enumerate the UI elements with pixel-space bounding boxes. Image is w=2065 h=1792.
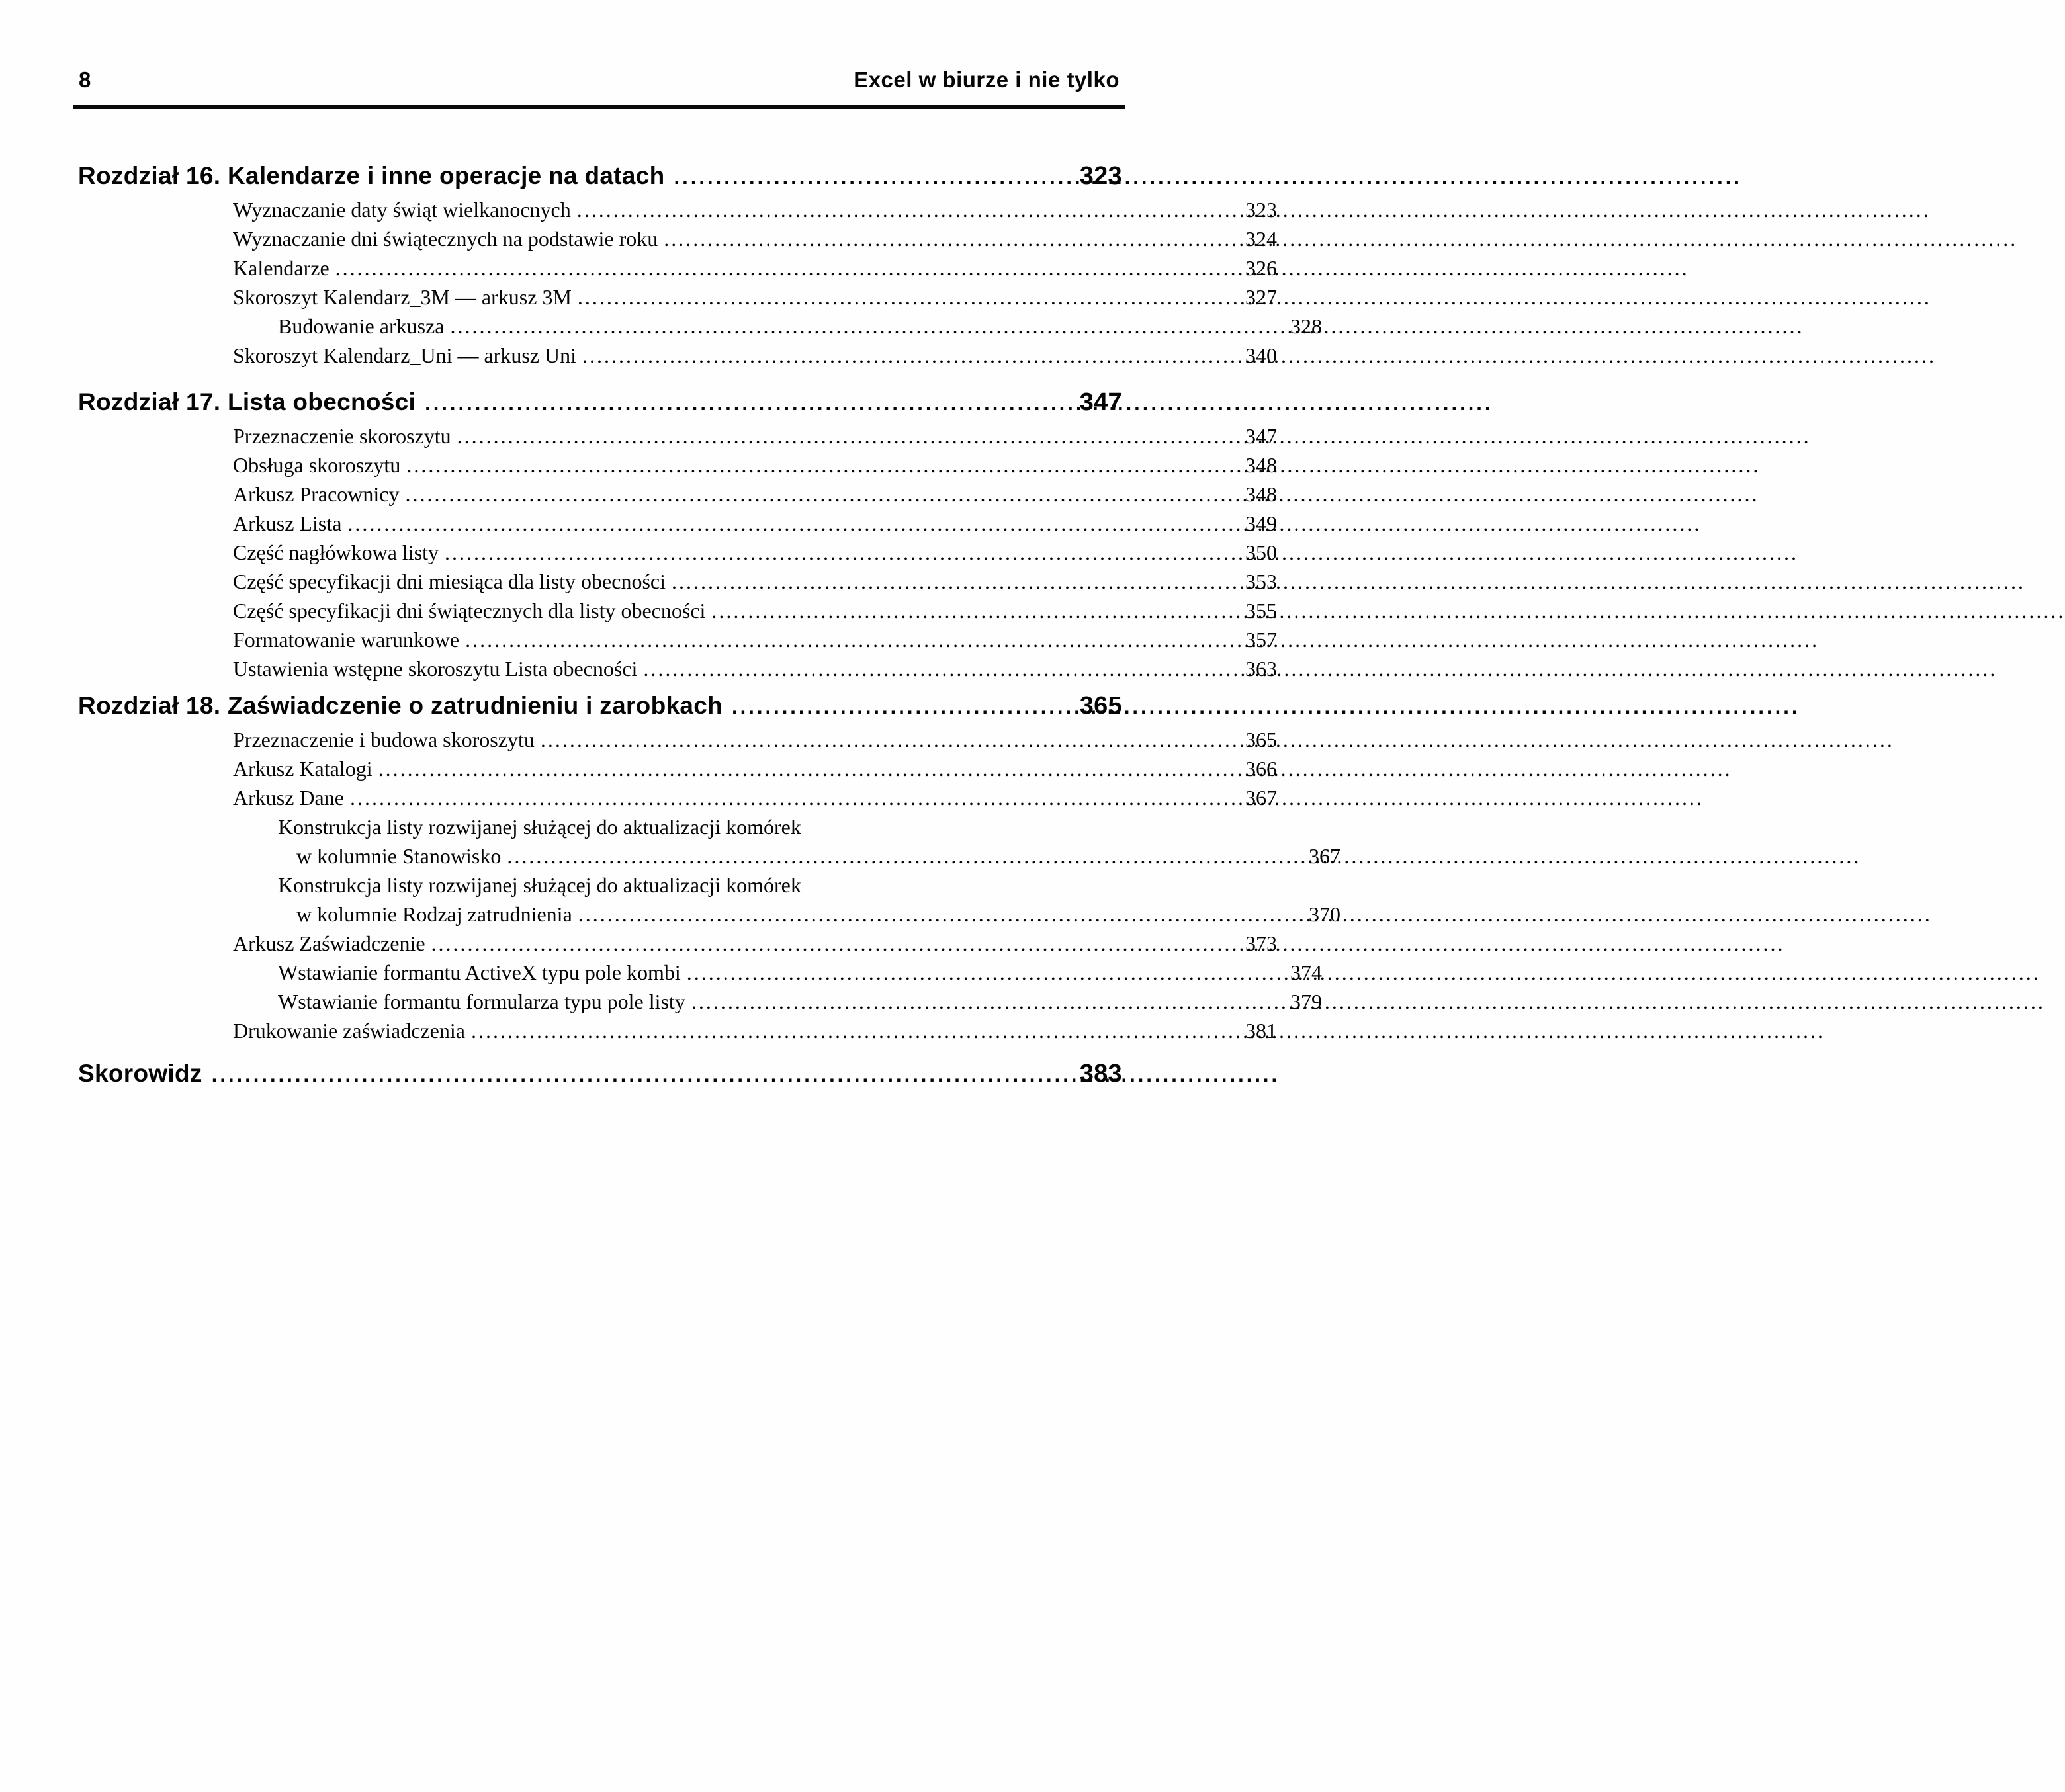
chapter-title: Rozdział 18. Zaświadczenie o zatrudnieniu i zarobkach xyxy=(78,692,723,719)
header-book-title: Excel w biurze i nie tylko xyxy=(854,67,1120,92)
chapter-18 xyxy=(78,691,1340,1045)
dot-leader xyxy=(664,224,1237,253)
dot-leader xyxy=(212,1058,1072,1090)
toc-entry xyxy=(78,596,1277,625)
dot-leader xyxy=(335,253,1237,282)
toc-entry xyxy=(78,900,1340,929)
toc-entry xyxy=(78,958,1322,987)
header-page-number: 8 xyxy=(79,67,91,92)
index-heading xyxy=(78,1058,1122,1090)
toc-entry xyxy=(78,841,1340,871)
toc-entry-label: Obsługa skoroszytu xyxy=(233,453,401,477)
toc-entry-page: 327 xyxy=(1245,285,1277,309)
dot-leader xyxy=(578,282,1237,312)
dot-leader xyxy=(471,1016,1237,1045)
dot-leader xyxy=(425,387,1072,419)
dot-leader xyxy=(672,567,1237,596)
toc-entry-label: Przeznaczenie skoroszytu xyxy=(233,424,451,448)
toc-entry xyxy=(78,312,1322,341)
dot-leader xyxy=(711,596,1237,625)
toc-entry xyxy=(78,871,1322,900)
toc-entry-page: 326 xyxy=(1245,256,1277,280)
dot-leader xyxy=(507,841,1301,871)
dot-leader xyxy=(577,195,1237,224)
chapter-page-number: 347 xyxy=(1079,388,1122,416)
chapter-title: Rozdział 16. Kalendarze i inne operacje na datach xyxy=(78,162,665,189)
toc-entry-label: Drukowanie zaświadczenia xyxy=(233,1019,465,1043)
toc-entry-label: Część specyfikacji dni miesiąca dla listy obecności xyxy=(233,570,666,593)
toc-entry-label: Wstawianie formantu formularza typu pole listy xyxy=(278,990,685,1013)
toc-entry xyxy=(78,625,1277,654)
toc-entry xyxy=(78,195,1277,224)
toc-entry xyxy=(78,224,1277,253)
toc-entry-page: 347 xyxy=(1245,424,1277,448)
toc-entry-page: 340 xyxy=(1245,343,1277,367)
toc-entry xyxy=(78,421,1277,450)
dot-leader xyxy=(578,900,1301,929)
toc-entry-label: Formatowanie warunkowe xyxy=(233,628,460,652)
toc-entry-page: 379 xyxy=(1290,990,1322,1013)
chapter-heading xyxy=(78,161,1122,192)
toc-entry xyxy=(78,725,1277,754)
toc-entry-label: Część nagłówkowa listy xyxy=(233,540,439,564)
chapter-16 xyxy=(78,161,1322,370)
toc-entry-label: Budowanie arkusza xyxy=(278,314,445,338)
toc-entry-page: 349 xyxy=(1245,511,1277,535)
toc-entry-page: 357 xyxy=(1245,628,1277,652)
dot-leader xyxy=(350,783,1237,812)
toc-entry-page: 374 xyxy=(1290,960,1322,984)
toc-entry-page: 348 xyxy=(1245,453,1277,477)
toc-entry-label: Część specyfikacji dni świątecznych dla listy obecności xyxy=(233,599,706,622)
chapter-title: Rozdział 17. Lista obecności xyxy=(78,388,416,415)
toc-entry xyxy=(78,282,1277,312)
dot-leader xyxy=(691,987,1282,1016)
toc-entry-page: 365 xyxy=(1245,728,1277,751)
dot-leader xyxy=(643,654,1237,683)
index-page-number: 383 xyxy=(1079,1060,1122,1088)
toc-entry-label: w kolumnie Rodzaj zatrudnienia xyxy=(296,902,572,926)
toc-entry xyxy=(78,341,1277,370)
dot-leader xyxy=(406,450,1237,480)
toc-entry xyxy=(78,654,1277,683)
toc-entry-label: Wyznaczanie daty świąt wielkanocnych xyxy=(233,198,571,222)
toc-entry-label: Arkusz Dane xyxy=(233,786,344,810)
chapter-heading xyxy=(78,691,1122,722)
toc-entry xyxy=(78,812,1322,841)
toc-entry-label: Arkusz Katalogi xyxy=(233,757,373,781)
toc-entry-page: 353 xyxy=(1245,570,1277,593)
dot-leader xyxy=(687,958,1282,987)
toc-entry xyxy=(78,253,1277,282)
toc-entry xyxy=(78,929,1277,958)
dot-leader xyxy=(431,929,1237,958)
toc-entry-label: Arkusz Pracownicy xyxy=(233,482,400,506)
toc-entry xyxy=(78,538,1277,567)
dot-leader xyxy=(465,625,1237,654)
toc-entry-label: Skoroszyt Kalendarz_3M — arkusz 3M xyxy=(233,285,572,309)
toc-entry xyxy=(78,480,1277,509)
toc-entry-label: Kalendarze xyxy=(233,256,330,280)
toc-entry-page: 324 xyxy=(1245,227,1277,251)
toc-entry-page: 363 xyxy=(1245,657,1277,681)
toc-entry-page: 350 xyxy=(1245,540,1277,564)
toc-entry-label: Wstawianie formantu ActiveX typu pole kombi xyxy=(278,960,681,984)
toc-entry-page: 366 xyxy=(1245,757,1277,781)
toc-entry xyxy=(78,450,1277,480)
chapter-page-number: 323 xyxy=(1079,162,1122,190)
chapter-17 xyxy=(78,387,1277,683)
toc-entry xyxy=(78,1016,1277,1045)
toc-entry-label: Skoroszyt Kalendarz_Uni — arkusz Uni xyxy=(233,343,576,367)
toc-entry-label: Konstrukcja listy rozwijanej służącej do aktualizacji komórek xyxy=(278,815,801,839)
dot-leader xyxy=(457,421,1237,450)
toc-entry xyxy=(78,567,1277,596)
index-title: Skorowidz xyxy=(78,1060,202,1087)
dot-leader xyxy=(445,538,1237,567)
toc-entry-page: 367 xyxy=(1245,786,1277,810)
toc-entry xyxy=(78,509,1277,538)
toc-entry-label: Ustawienia wstępne skoroszytu Lista obecności xyxy=(233,657,638,681)
toc-entry-label: w kolumnie Stanowisko xyxy=(296,844,502,868)
toc-entry-label: Konstrukcja listy rozwijanej służącej do aktualizacji komórek xyxy=(278,873,801,897)
toc-entry-page: 381 xyxy=(1245,1019,1277,1043)
toc-entry xyxy=(78,987,1322,1016)
dot-leader xyxy=(347,509,1237,538)
dot-leader xyxy=(674,161,1072,192)
toc-entry-page: 355 xyxy=(1245,599,1277,622)
dot-leader xyxy=(732,691,1072,722)
toc-entry-page: 328 xyxy=(1290,314,1322,338)
toc-entry-label: Wyznaczanie dni świątecznych na podstawie roku xyxy=(233,227,658,251)
toc-entry xyxy=(78,783,1277,812)
toc-entry-page: 370 xyxy=(1309,902,1340,926)
dot-leader xyxy=(541,725,1237,754)
toc-entry-label: Arkusz Zaświadczenie xyxy=(233,931,425,955)
dot-leader xyxy=(405,480,1237,509)
toc-entry-page: 323 xyxy=(1245,198,1277,222)
chapter-heading xyxy=(78,387,1122,419)
dot-leader xyxy=(450,312,1282,341)
header-rule xyxy=(73,105,1125,109)
chapter-page-number: 365 xyxy=(1079,692,1122,720)
toc-entry-page: 348 xyxy=(1245,482,1277,506)
toc-entry-page: 367 xyxy=(1309,844,1340,868)
dot-leader xyxy=(582,341,1237,370)
index-section xyxy=(78,1058,1122,1093)
toc-entry-label: Arkusz Lista xyxy=(233,511,342,535)
toc-entry-label: Przeznaczenie i budowa skoroszytu xyxy=(233,728,535,751)
toc-entry-page: 373 xyxy=(1245,931,1277,955)
dot-leader xyxy=(378,754,1237,783)
toc-entry xyxy=(78,754,1277,783)
